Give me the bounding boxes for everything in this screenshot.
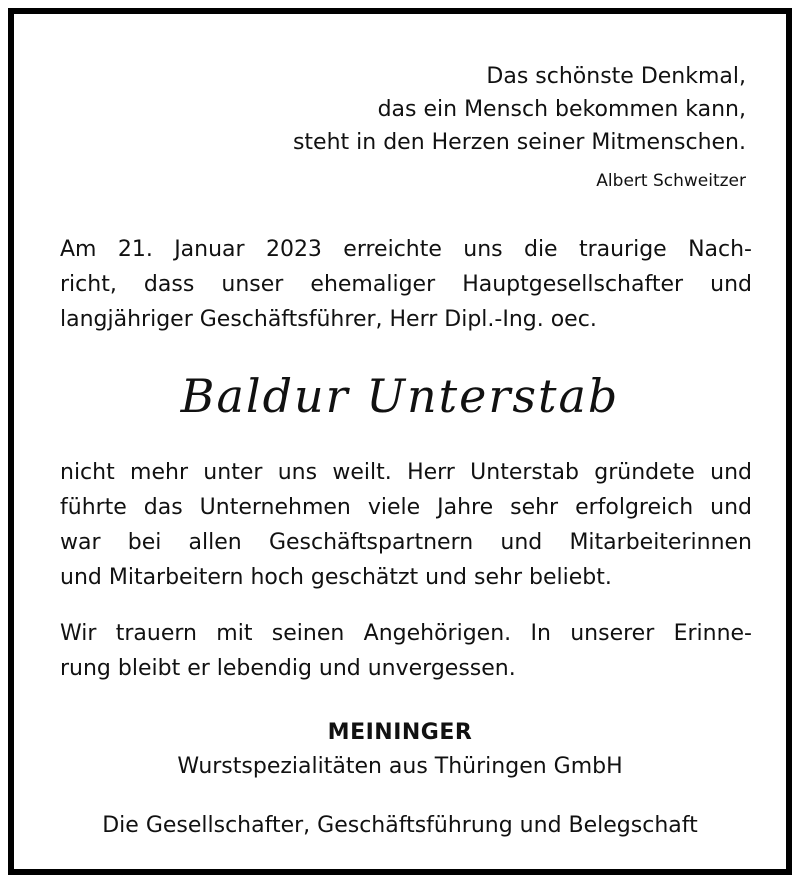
company-subtitle: Wurstspezialitäten aus Thüringen GmbH [177, 754, 623, 779]
company-name: MEININGER [327, 720, 473, 745]
mourning-paragraph [60, 616, 752, 686]
intro-paragraph [60, 232, 752, 337]
intro-line: langjähriger Geschäftsführer, Herr Dipl.-Ing. oec. [60, 307, 597, 332]
epigraph-quote [293, 60, 746, 159]
intro-line: Am 21. Januar 2023 erreichte uns die traurige Nach- [60, 237, 752, 262]
quote-line: das ein Mensch bekommen kann, [377, 97, 746, 122]
body-line: und Mitarbeitern hoch geschätzt und sehr beliebt. [60, 565, 612, 590]
company-block [14, 716, 786, 784]
body-line: führte das Unternehmen viele Jahre sehr erfolgreich und [60, 495, 752, 520]
body-line: war bei allen Geschäftspartnern und Mitarbeiterinnen [60, 530, 752, 555]
quote-author: Albert Schweitzer [596, 171, 746, 191]
signers-line: Die Gesellschafter, Geschäftsführung und Belegschaft [102, 813, 698, 838]
mourning-line: Wir trauern mit seinen Angehörigen. In unserer Erinne- [60, 621, 752, 646]
obituary-frame [8, 8, 792, 875]
mourning-line: rung bleibt er lebendig und unvergessen. [60, 656, 516, 681]
quote-line: Das schönste Denkmal, [486, 64, 746, 89]
quote-line: steht in den Herzen seiner Mitmenschen. [292, 130, 746, 155]
body-paragraph [60, 455, 752, 595]
deceased-name: Baldur Unterstab [180, 369, 620, 423]
body-line: nicht mehr unter uns weilt. Herr Unterstab gründete und [60, 460, 752, 485]
intro-line: richt, dass unser ehemaliger Hauptgesellschafter und [60, 272, 752, 297]
obituary-content [14, 14, 786, 869]
